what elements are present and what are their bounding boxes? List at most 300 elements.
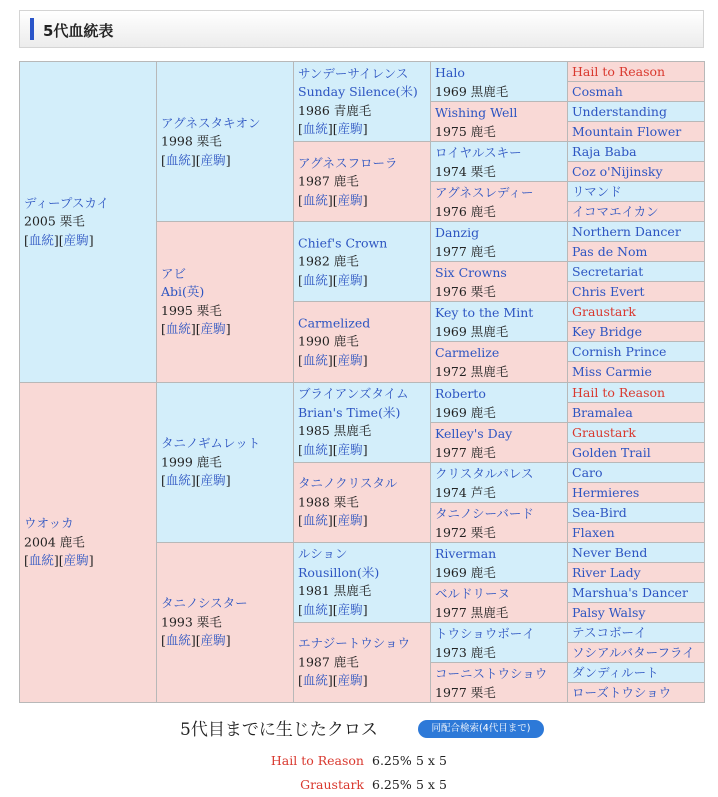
horse-name-link[interactable]: Hail to Reason	[572, 64, 666, 79]
bracket: ]	[362, 512, 368, 528]
bracket: ]	[225, 321, 231, 337]
pedigree-cell-gen3	[293, 622, 431, 703]
horse-birth-info: 1982 鹿毛	[298, 253, 359, 269]
horse-name-link[interactable]: Cornish Prince	[572, 344, 667, 360]
horse-name-link[interactable]: Six Crowns	[435, 265, 507, 281]
horse-name-link[interactable]: Hail to Reason	[572, 384, 666, 400]
horse-entry	[435, 544, 565, 582]
horse-birth-info: 1998 栗毛	[161, 133, 222, 149]
horse-name-link[interactable]: トウショウボーイ	[435, 625, 535, 641]
horse-name-link[interactable]: タニノクリスタル	[298, 475, 398, 491]
horse-entry	[435, 384, 565, 422]
bracket: ]	[362, 672, 368, 688]
horse-alt-name-link[interactable]: Abi(英)	[161, 284, 205, 300]
foals-link[interactable]: 産駒	[337, 512, 363, 528]
pedigree-cell-gen3	[293, 221, 431, 302]
foals-link[interactable]: 産駒	[200, 472, 226, 488]
horse-birth-info: 1976 鹿毛	[435, 204, 496, 220]
pedigree-cell-gen5	[567, 121, 705, 142]
horse-name-link[interactable]: Coz o'Nijinsky	[572, 164, 663, 180]
pedigree-cell-gen2	[156, 221, 294, 382]
pedigree-cell-gen3	[293, 462, 431, 543]
horse-name-link[interactable]: Roberto	[435, 385, 486, 401]
horse-links	[161, 632, 291, 651]
horse-links	[24, 552, 154, 571]
horse-alt-name-link[interactable]: Sunday Silence(米)	[298, 84, 418, 100]
horse-name-link[interactable]: River Lady	[572, 564, 641, 580]
horse-birth-info: 1977 栗毛	[435, 684, 496, 700]
horse-entry	[298, 385, 428, 459]
horse-links	[161, 471, 291, 490]
pedigree-cell-gen5	[567, 161, 705, 182]
bloodline-link[interactable]: 血統	[302, 601, 328, 617]
horse-name-link[interactable]: タニノシスター	[161, 595, 248, 611]
horse-entry	[572, 464, 702, 482]
bracket: [	[161, 321, 166, 337]
horse-entry	[572, 143, 702, 161]
horse-entry	[435, 63, 565, 101]
pedigree-cell-gen4	[430, 502, 568, 543]
horse-birth-info: 1988 栗毛	[298, 493, 359, 509]
pedigree-cell-gen4	[430, 542, 568, 583]
horse-name-link[interactable]: テスコボーイ	[572, 624, 647, 640]
pedigree-cell-gen4	[430, 341, 568, 382]
pedigree-cell-gen4	[430, 181, 568, 222]
horse-entry	[435, 464, 565, 502]
same-mating-search-button[interactable]: 同配合検索(4代目まで)	[418, 720, 544, 738]
pedigree-cell-gen5	[567, 542, 705, 563]
bracket: ]	[362, 441, 368, 457]
horse-birth-info: 1985 黒鹿毛	[298, 423, 372, 439]
cross-row	[0, 752, 718, 770]
bloodline-link[interactable]: 血統	[165, 151, 191, 167]
horse-links	[298, 351, 428, 370]
horse-entry	[572, 283, 702, 301]
bracket: ][	[327, 121, 338, 137]
horse-birth-info: 1973 鹿毛	[435, 644, 496, 660]
horse-name-link[interactable]: アグネスレディー	[435, 185, 534, 201]
horse-birth-info: 1972 栗毛	[435, 524, 496, 540]
horse-name-link[interactable]: ウオッカ	[24, 515, 74, 531]
pedigree-cell-gen5	[567, 642, 705, 663]
pedigree-cell-gen5	[567, 61, 705, 82]
horse-name-link[interactable]: サンデーサイレンス	[298, 65, 409, 81]
horse-entry	[161, 114, 291, 170]
cross-horse-name[interactable]: Graustark	[300, 777, 364, 792]
bloodline-link[interactable]: 血統	[302, 272, 328, 288]
horse-links	[298, 271, 428, 290]
bloodline-link[interactable]: 血統	[302, 441, 328, 457]
pedigree-cell-gen4	[430, 61, 568, 102]
horse-links	[298, 511, 428, 530]
pedigree-cell-gen4	[430, 261, 568, 302]
horse-name-link[interactable]: タニノシーバード	[435, 505, 534, 521]
cross-row	[0, 776, 718, 794]
pedigree-cell-gen5	[567, 321, 705, 342]
bracket: [	[298, 512, 303, 528]
cross-generation: 5 x 5	[416, 753, 447, 768]
horse-name-link[interactable]: ディープスカイ	[24, 195, 110, 210]
horse-name-link[interactable]: Carmelize	[435, 345, 500, 361]
pedigree-cell-gen5	[567, 341, 705, 362]
horse-entry	[435, 584, 565, 622]
pedigree-cell-gen4	[430, 141, 568, 182]
bracket: ]	[362, 121, 368, 137]
horse-name-link[interactable]: Miss Carmie	[572, 364, 652, 380]
horse-birth-info: 1986 青鹿毛	[298, 102, 372, 118]
bracket: ]	[225, 632, 231, 648]
pedigree-cell-gen5	[567, 602, 705, 623]
horse-birth-info: 1974 栗毛	[435, 164, 496, 180]
pedigree-cell-gen1	[19, 382, 157, 704]
horse-entry	[572, 604, 702, 622]
bracket: ]	[225, 472, 231, 488]
horse-birth-info: 1977 鹿毛	[435, 244, 496, 260]
horse-links	[298, 441, 428, 460]
bracket: [	[24, 552, 29, 568]
horse-alt-name-link[interactable]: Brian's Time(米)	[298, 404, 401, 420]
bracket: ][	[190, 472, 201, 488]
horse-entry	[435, 624, 565, 662]
foals-link[interactable]: 産駒	[337, 191, 363, 207]
pedigree-cell-gen4	[430, 101, 568, 142]
pedigree-cell-gen3	[293, 382, 431, 463]
horse-name-link[interactable]: Graustark	[572, 304, 636, 320]
bloodline-link[interactable]: 血統	[302, 512, 328, 528]
horse-birth-info: 1993 栗毛	[161, 614, 222, 630]
horse-birth-info: 1974 芦毛	[435, 484, 496, 500]
horse-entry	[161, 595, 291, 651]
bracket: [	[298, 121, 303, 137]
foals-link[interactable]: 産駒	[337, 272, 363, 288]
cross-horse-name[interactable]: Hail to Reason	[270, 753, 364, 768]
bracket: ][	[327, 672, 338, 688]
horse-name-link[interactable]: Mountain Flower	[572, 124, 682, 140]
horse-name-link[interactable]: ローズトウショウ	[572, 684, 672, 700]
horse-entry	[572, 343, 702, 361]
pedigree-cell-gen5	[567, 141, 705, 162]
horse-entry	[435, 303, 565, 341]
bracket: [	[161, 632, 166, 648]
bracket: [	[298, 191, 303, 207]
horse-birth-info: 1999 鹿毛	[161, 453, 222, 469]
bracket: [	[298, 441, 303, 457]
horse-name-link[interactable]: アグネスタキオン	[161, 114, 261, 130]
horse-entry	[572, 303, 702, 321]
horse-entry	[572, 504, 702, 522]
horse-entry	[572, 404, 702, 422]
horse-name-link[interactable]: Key Bridge	[572, 324, 642, 340]
horse-name-link[interactable]: Never Bend	[572, 544, 648, 560]
foals-link[interactable]: 産駒	[337, 441, 363, 457]
pedigree-cell-gen3	[293, 141, 431, 222]
horse-name-link[interactable]: Flaxen	[572, 524, 615, 540]
horse-birth-info: 1990 鹿毛	[298, 333, 359, 349]
bracket: [	[298, 672, 303, 688]
horse-entry	[572, 63, 702, 81]
horse-birth-info: 1969 鹿毛	[435, 404, 496, 420]
horse-name-link[interactable]: Halo	[435, 65, 465, 80]
pedigree-cell-gen3	[293, 301, 431, 382]
horse-name-link[interactable]: イコマエイカン	[572, 204, 659, 220]
section-header	[19, 10, 704, 48]
horse-entry	[572, 684, 702, 702]
pedigree-cell-gen5	[567, 422, 705, 443]
horse-name-link[interactable]: アグネスフローラ	[298, 154, 398, 170]
horse-entry	[572, 203, 702, 221]
horse-entry	[572, 424, 702, 442]
horse-name-link[interactable]: Graustark	[572, 424, 636, 440]
horse-name-link[interactable]: Riverman	[435, 545, 497, 561]
horse-entry	[572, 243, 702, 261]
page-title: 5代血統表	[43, 22, 114, 40]
pedigree-cell-gen2	[156, 382, 294, 543]
pedigree-cell-gen5	[567, 442, 705, 463]
pedigree-cell-gen5	[567, 382, 705, 403]
horse-entry	[572, 103, 702, 121]
bracket: ][	[53, 232, 64, 247]
horse-entry	[572, 384, 702, 402]
pedigree-cell-gen5	[567, 662, 705, 683]
horse-entry	[572, 323, 702, 341]
pedigree-cell-gen5	[567, 181, 705, 202]
horse-name-link[interactable]: Hermieres	[572, 484, 640, 500]
horse-entry	[435, 103, 565, 141]
horse-entry	[435, 143, 565, 181]
pedigree-cell-gen3	[293, 61, 431, 142]
bracket: ][	[190, 321, 201, 337]
horse-name-link[interactable]: Key to the Mint	[435, 305, 534, 321]
horse-name-link[interactable]: ルション	[298, 546, 348, 562]
pedigree-cell-gen5	[567, 502, 705, 523]
pedigree-cell-gen2	[156, 61, 294, 222]
bracket: ][	[327, 601, 338, 617]
horse-entry	[298, 474, 428, 530]
bracket: ][	[327, 512, 338, 528]
horse-links	[24, 231, 154, 250]
horse-entry	[572, 223, 702, 241]
foals-link[interactable]: 産駒	[337, 672, 363, 688]
horse-entry	[572, 584, 702, 602]
bracket: ]	[362, 352, 368, 368]
pedigree-cell-gen4	[430, 221, 568, 262]
horse-name-link[interactable]: コーニストウショウ	[435, 665, 548, 681]
horse-entry	[298, 234, 428, 290]
horse-birth-info: 1975 鹿毛	[435, 124, 496, 140]
foals-link[interactable]: 産駒	[63, 552, 89, 568]
horse-name-link[interactable]: Caro	[572, 464, 603, 480]
horse-links	[161, 151, 291, 170]
horse-entry	[298, 314, 428, 370]
bracket: [	[298, 601, 303, 617]
horse-entry	[572, 163, 702, 181]
horse-links	[298, 601, 428, 620]
foals-link[interactable]: 産駒	[200, 151, 226, 167]
horse-name-link[interactable]: Kelley's Day	[435, 425, 513, 441]
horse-entry	[572, 444, 702, 462]
cross-section-title: 5代目までに生じたクロス	[180, 720, 378, 740]
bracket: ]	[362, 191, 368, 207]
horse-entry	[24, 194, 154, 250]
horse-entry	[572, 664, 702, 682]
pedigree-cell-gen5	[567, 301, 705, 322]
horse-birth-info: 1977 鹿毛	[435, 444, 496, 460]
horse-entry	[161, 265, 291, 339]
pedigree-cell-gen5	[567, 361, 705, 382]
bloodline-link[interactable]: 血統	[165, 632, 191, 648]
bracket: ]	[88, 232, 94, 247]
horse-name-link[interactable]: Palsy Walsy	[572, 604, 646, 620]
bloodline-link[interactable]: 血統	[165, 321, 191, 337]
horse-name-link[interactable]: タニノギムレット	[161, 435, 261, 451]
pedigree-cell-gen5	[567, 81, 705, 102]
pedigree-cell-gen5	[567, 562, 705, 583]
horse-name-link[interactable]: ソシアルバターフライ	[572, 644, 695, 660]
bracket: [	[298, 352, 303, 368]
bracket: ]	[362, 601, 368, 617]
bloodline-link[interactable]: 血統	[165, 472, 191, 488]
horse-links	[298, 120, 428, 139]
horse-birth-info: 1977 黒鹿毛	[435, 604, 509, 620]
horse-name-link[interactable]: ブライアンズタイム	[298, 386, 409, 402]
bloodline-link[interactable]: 血統	[302, 191, 328, 207]
pedigree-cell-gen4	[430, 301, 568, 342]
bloodline-link[interactable]: 血統	[28, 232, 54, 247]
pedigree-cell-gen5	[567, 522, 705, 543]
horse-name-link[interactable]: Cosmah	[572, 84, 623, 100]
horse-name-link[interactable]: ロイヤルスキー	[435, 145, 522, 161]
horse-name-link[interactable]: Bramalea	[572, 404, 633, 420]
horse-entry	[572, 263, 702, 281]
horse-alt-name-link[interactable]: Rousillon(米)	[298, 564, 380, 580]
horse-birth-info: 1981 黒鹿毛	[298, 583, 372, 599]
horse-birth-info: 2005 栗毛	[24, 213, 85, 229]
cross-generation: 5 x 5	[416, 777, 447, 792]
horse-links	[298, 191, 428, 210]
bloodline-link[interactable]: 血統	[302, 352, 328, 368]
horse-name-link[interactable]: Sea-Bird	[572, 504, 627, 520]
bracket: ][	[327, 191, 338, 207]
horse-entry	[435, 263, 565, 301]
horse-entry	[298, 65, 428, 139]
horse-entry	[298, 154, 428, 210]
foals-link[interactable]: 産駒	[337, 601, 363, 617]
pedigree-cell-gen5	[567, 482, 705, 503]
horse-entry	[572, 83, 702, 101]
bracket: ][	[327, 272, 338, 288]
pedigree-cell-gen5	[567, 281, 705, 302]
horse-name-link[interactable]: Marshua's Dancer	[572, 584, 688, 600]
horse-entry	[572, 544, 702, 562]
foals-link[interactable]: 産駒	[337, 121, 363, 137]
pedigree-cell-gen5	[567, 241, 705, 262]
bracket: ][	[190, 632, 201, 648]
horse-entry	[24, 515, 154, 571]
horse-name-link[interactable]: クリスタルパレス	[435, 465, 534, 481]
bracket: [	[24, 232, 29, 247]
header-accent-bar	[30, 18, 34, 40]
bracket: ][	[53, 552, 64, 568]
pedigree-cell-gen5	[567, 261, 705, 282]
bracket: [	[161, 472, 166, 488]
pedigree-cell-gen5	[567, 582, 705, 603]
pedigree-cell-gen4	[430, 582, 568, 623]
horse-entry	[161, 434, 291, 490]
horse-entry	[572, 524, 702, 542]
pedigree-cell-gen3	[293, 542, 431, 623]
foals-link[interactable]: 産駒	[200, 632, 226, 648]
pedigree-cell-gen4	[430, 622, 568, 663]
bloodline-link[interactable]: 血統	[302, 121, 328, 137]
horse-entry	[572, 564, 702, 582]
pedigree-cell-gen5	[567, 402, 705, 423]
foals-link[interactable]: 産駒	[337, 352, 363, 368]
horse-entry	[435, 223, 565, 261]
horse-entry	[435, 424, 565, 462]
pedigree-cell-gen5	[567, 462, 705, 483]
horse-birth-info: 1995 栗毛	[161, 302, 222, 318]
horse-name-link[interactable]: エナジートウショウ	[298, 635, 411, 651]
horse-links	[298, 672, 428, 691]
foals-link[interactable]: 産駒	[63, 232, 89, 247]
horse-name-link[interactable]: Secretariat	[572, 264, 644, 280]
horse-name-link[interactable]: Pas de Nom	[572, 244, 648, 260]
bracket: ]	[225, 151, 231, 167]
horse-birth-info: 1987 鹿毛	[298, 654, 359, 670]
cross-percent: 6.25%	[372, 777, 412, 792]
pedigree-cell-gen5	[567, 221, 705, 242]
pedigree-cell-gen5	[567, 622, 705, 643]
pedigree-cell-gen4	[430, 422, 568, 463]
pedigree-table	[19, 61, 705, 702]
horse-name-link[interactable]: Understanding	[572, 104, 667, 120]
horse-name-link[interactable]: ダンディルート	[572, 664, 659, 680]
horse-name-link[interactable]: リマンド	[572, 184, 622, 200]
horse-name-link[interactable]: Raja Baba	[572, 144, 637, 160]
horse-birth-info: 1976 栗毛	[435, 284, 496, 300]
pedigree-cell-gen4	[430, 662, 568, 703]
horse-entry	[572, 644, 702, 662]
bracket: ]	[362, 272, 368, 288]
bracket: ]	[88, 552, 94, 568]
horse-entry	[298, 635, 428, 691]
horse-entry	[435, 183, 565, 221]
bracket: ][	[327, 352, 338, 368]
horse-birth-info: 1969 黒鹿毛	[435, 84, 509, 99]
bloodline-link[interactable]: 血統	[28, 552, 54, 568]
horse-name-link[interactable]: アビ	[161, 265, 187, 281]
horse-name-link[interactable]: Danzig	[435, 225, 480, 241]
horse-name-link[interactable]: ベルドリーヌ	[435, 585, 511, 601]
horse-birth-info: 1969 黒鹿毛	[435, 324, 509, 340]
cross-percent: 6.25%	[372, 753, 412, 768]
horse-name-link[interactable]: Golden Trail	[572, 444, 651, 460]
horse-entry	[435, 664, 565, 702]
foals-link[interactable]: 産駒	[200, 321, 226, 337]
horse-name-link[interactable]: Chris Evert	[572, 284, 645, 300]
horse-entry	[298, 545, 428, 619]
horse-entry	[572, 123, 702, 141]
horse-name-link[interactable]: Carmelized	[298, 315, 371, 331]
horse-entry	[435, 504, 565, 542]
pedigree-cell-gen5	[567, 201, 705, 222]
pedigree-cell-gen2	[156, 542, 294, 703]
horse-name-link[interactable]: Wishing Well	[435, 105, 518, 121]
pedigree-cell-gen5	[567, 101, 705, 122]
bloodline-link[interactable]: 血統	[302, 672, 328, 688]
horse-name-link[interactable]: Northern Dancer	[572, 224, 681, 240]
horse-name-link[interactable]: Chief's Crown	[298, 235, 388, 251]
